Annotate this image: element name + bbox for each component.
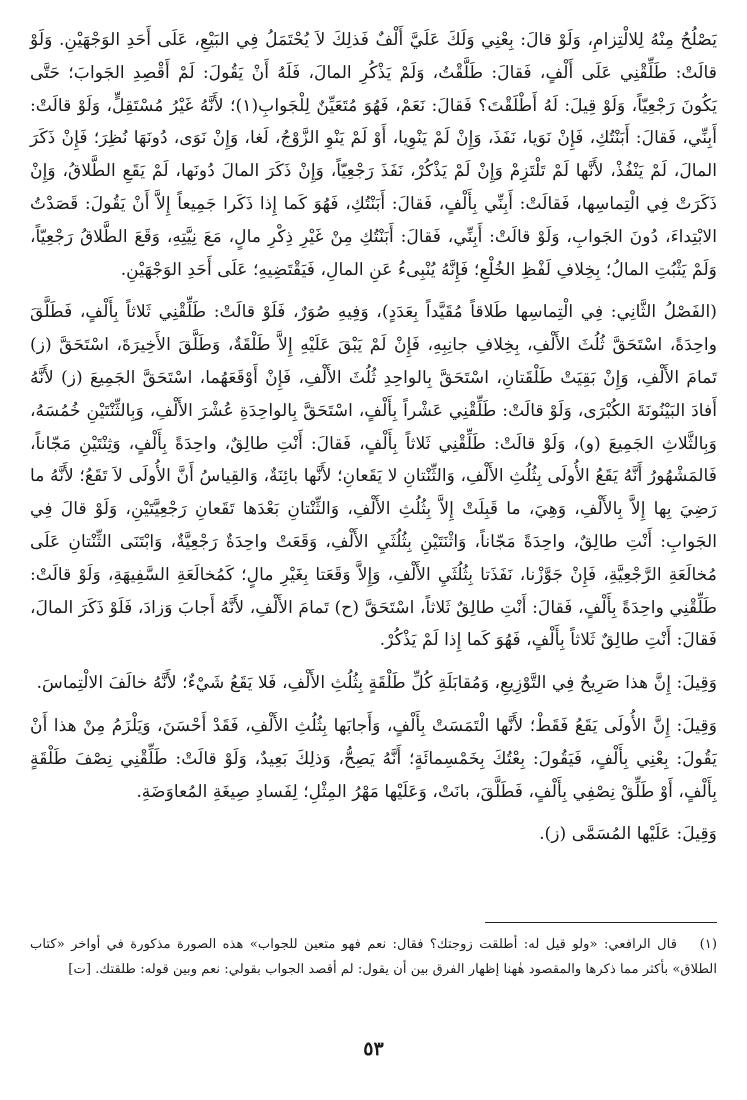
footnote-divider: [485, 922, 717, 923]
footnote-text: قال الرافعي: «ولو قيل له: أطلقت زوجتك؟ فقال: نعم فهو متعين للجواب» هذه الصورة مذكورة في أواخر «كتاب الطلاق» بأكثر مما ذكرها والمقصود هٰهنا إظهار الفرق بين أن يقول: لم أقصد الجواب بقولي: نعم وبين قوله: طلقتك. [ت]: [30, 937, 717, 977]
footnote: [30, 933, 717, 982]
paragraph-1: يَصْلُحُ مِنْهُ لِلالْتِزامِ، وَلَوْ قالَ: بِعْنِي وَلَكَ عَلَيَّ أَلْفٌ فَذلِكَ لاَ يُحْتَمَلُ فِي البَيْعِ، عَلَى أَحَدِ الوَجْهَيْنِ. وَلَوْ قالَتْ: طَلِّقْنِي عَلَى أَلْفٍ، فَقالَ: طَلَّقْتُ، وَلَمْ يَذْكُرِ المالَ، فَلَهُ أَنْ يَقُولَ: لَمْ أَقْصِدِ الجَوابَ؛ حَتَّى يَكُونَ رَجْعِيّاً، وَلَوْ قِيلَ: لَهُ أَطْلَقْتَ؟ فَقالَ: نَعَمْ، فَهُوَ مُتَعَيِّنٌ لِلْجَوابِ(١)؛ لأَنَّهُ غَيْرُ مُسْتَقِلٍّ، وَلَوْ قالَتْ: أَبِنِّي، فَقالَ: أَبَنْتُكِ، فَإِنْ نَوَيا، نَفَذَ، وَإِنْ لَمْ يَنْوِيا، أَوْ لَمْ يَنْوِ الزَّوْجُ، لَغا، وَإِنْ نَوَى، دُونَهَا نُظِرَ؛ فَإِنْ ذَكَرَ المالَ، لَمْ يَنْفُذْ، لأَنَّها لَمْ تَلْتَزِمْ وَإِنْ لَمْ يَذْكُرْ، نَفَذَ رَجْعِيّاً، وَإِنْ ذَكَرَ المالَ دُونَها، لَمْ يَقَعِ الطَّلاقُ، وَإِنْ ذَكَرَتْ فِي الْتِماسِها، فَقالَتْ: أَبِنِّي بِأَلْفٍ، فَقالَ: أَبَنْتُكِ، فَهُوَ كَما إِذا ذَكَرا جَمِيعاً إِلاَّ أَنْ يَقُولَ: قَصَدْتُ الابْتِداءَ، دُونَ الجَوابِ، وَلَوْ قالَتْ: أَبِنِّي، فَقالَ: أَبَنْتُكِ مِنْ غَيْرِ ذِكْرِ مالٍ، مَعَ نِيَّتِهِ، وَقَعَ الطَّلاقُ رَجْعِيّاً، وَلَمْ يَثْبُتِ المالُ؛ بِخِلافِ لَفْظِ الخُلْعِ؛ فَإِنَّهُ يُنْبِىءُ عَنِ المالِ، فَيَقْتَضِيهِ؛ عَلَى أَحَدِ الوَجْهَيْنِ.: [30, 30, 717, 280]
paragraph-2: (الفَصْلُ الثَّانِي: فِي الْتِماسِها طَلاقاً مُقَيَّداً بِعَدَدٍ)، وَفِيهِ صُوَرٌ، فَلَوْ قالَتْ: طَلِّقْنِي ثَلاثاً بِأَلْفٍ، فَطَلَّقَ واحِدَةً، اسْتَحَقَّ ثُلُثَ الأَلْفِ، بِخِلافِ جانِبِهِ، فَإِنْ لَمْ يَبْقَ عَلَيْهِ إِلاَّ طَلْقَةٌ، وَطَلَّقَ الأَخِيرَةَ، اسْتَحَقَّ (ز) تَمامَ الأَلْفِ، وَإِنْ بَقِيَتْ طَلْقَتانِ، اسْتَحَقَّ بِالواحِدِ ثُلُثَ الأَلْفِ، فَإِنْ أَوْقَعَهُما، اسْتَحَقَّ الجَمِيعَ (ز) لأَنَّهُ أَفادَ البَيْنُونَةَ الكُبْرَى، وَلَوْ قالَتْ: طَلِّقْنِي عَشْراً بِأَلْفٍ، اسْتَحَقَّ بِالواحِدَةِ عُشْرَ الأَلْفِ، وَبِالثِّنْتَيْنِ خُمُسَهُ، وَبِالثَّلاثِ الجَمِيعَ (و)، وَلَوْ قالَتْ: طَلِّقْنِي ثَلاثاً بِأَلْفٍ، فَقالَ: أَنْتِ طالِقٌ، واحِدَةً بِأَلْفٍ، وَثِنْتَيْنِ مَجّاناً، فَالمَشْهُورُ أَنَّهُ يَقَعُ الأُولَى بِثُلُثِ الأَلْفِ، وَالثِّنْتانِ لا يَقَعانِ؛ لأَنَّها بائِنَةٌ، وَالقِياسُ أَنَّ الأُولَى لاَ تَقَعُ؛ لأَنَّهُ ما رَضِيَ بِها إِلاَّ بِالأَلْفِ، وَهِيَ، ما قَبِلَتْ إِلاَّ بِثُلُثِ الأَلْفِ، وَالثِّنْتانِ بَعْدَها تَقَعانِ رَجْعِيَّتَيْنِ، وَلَوْ قالَ فِي الجَوابِ: أَنْتِ طالِقٌ، واحِدَةً مَجّاناً، وَاثْنَتَيْنِ بِثُلُثَيِ الأَلْفِ، وَقَعَتْ واحِدَةٌ رَجْعِيَّةٌ، وَابْتَنَى الثِّنْتانِ عَلَى مُخالَعَةِ الرَّجْعِيَّةِ، فَإِنْ جَوَّزْنا، نَفَذَتا بِثُلُثَيِ الأَلْفِ، وَإِلاَّ وَقَعَتا بِغَيْرِ مالٍ؛ كَمُخالَعَةِ السَّفِيهَةِ، وَلَوْ قالَتْ: طَلِّقْنِي واحِدَةً بِأَلْفٍ، فَقالَ: أَنْتِ طالِقٌ ثَلاثاً، اسْتَحَقَّ (ح) تَمامَ الأَلْفِ، لأَنَّهُ أَجابَ وَزادَ، فَلَوْ ذَكَرَ المالَ، فَقالَ: أَنْتِ طالِقٌ ثَلاثاً بِأَلْفٍ، فَهُوَ كَما إِذا لَمْ يَذْكُرْ.: [30, 302, 717, 651]
paragraph-4: وَقِيلَ: إِنَّ الأُولَى يَقَعُ فَقَطْ؛ لأَنَّها الْتَمَسَتْ بِأَلْفٍ، وَأَجابَها بِثُلُثِ الأَلْفِ، فَقَدْ أَحْسَنَ، وَيَلْزَمُ مِنْ هذا أَنْ يَقُولَ: بِعْنِي بِأَلْفٍ، فَيَقُولَ: بِعْتُكَ بِخَمْسِمائَةٍ؛ أَنَّهُ يَصِحُّ، وَذلِكَ بَعِيدٌ، وَلَوْ قالَتْ: طَلِّقْنِي نِصْفَ طَلْقَةٍ بِأَلْفٍ، أَوْ طَلِّقْ نِصْفِي بِأَلْفٍ، فَطَلَّقَ، بانَتْ، وَعَلَيْها مَهْرُ المِثْلِ؛ لِفَسادِ صِيغَةِ المُعاوَضَةِ.: [30, 715, 717, 802]
main-text: [30, 24, 717, 857]
paragraph-3: وَقِيلَ: إِنَّ هذا صَرِيحٌ فِي التَّوْزِيعِ، وَمُقابَلَةِ كُلِّ طَلْقَةٍ بِثُلُثِ الأَلْفِ، فَلا يَقَعُ شَيْءٌ؛ لأَنَّهُ خالَفَ الالْتِماسَ.: [36, 673, 717, 694]
page-number: ٥٣: [363, 1038, 384, 1060]
paragraph-5: وَقِيلَ: عَلَيْها المُسَمَّى (ز).: [539, 824, 717, 845]
footnote-number: (١): [699, 937, 717, 952]
